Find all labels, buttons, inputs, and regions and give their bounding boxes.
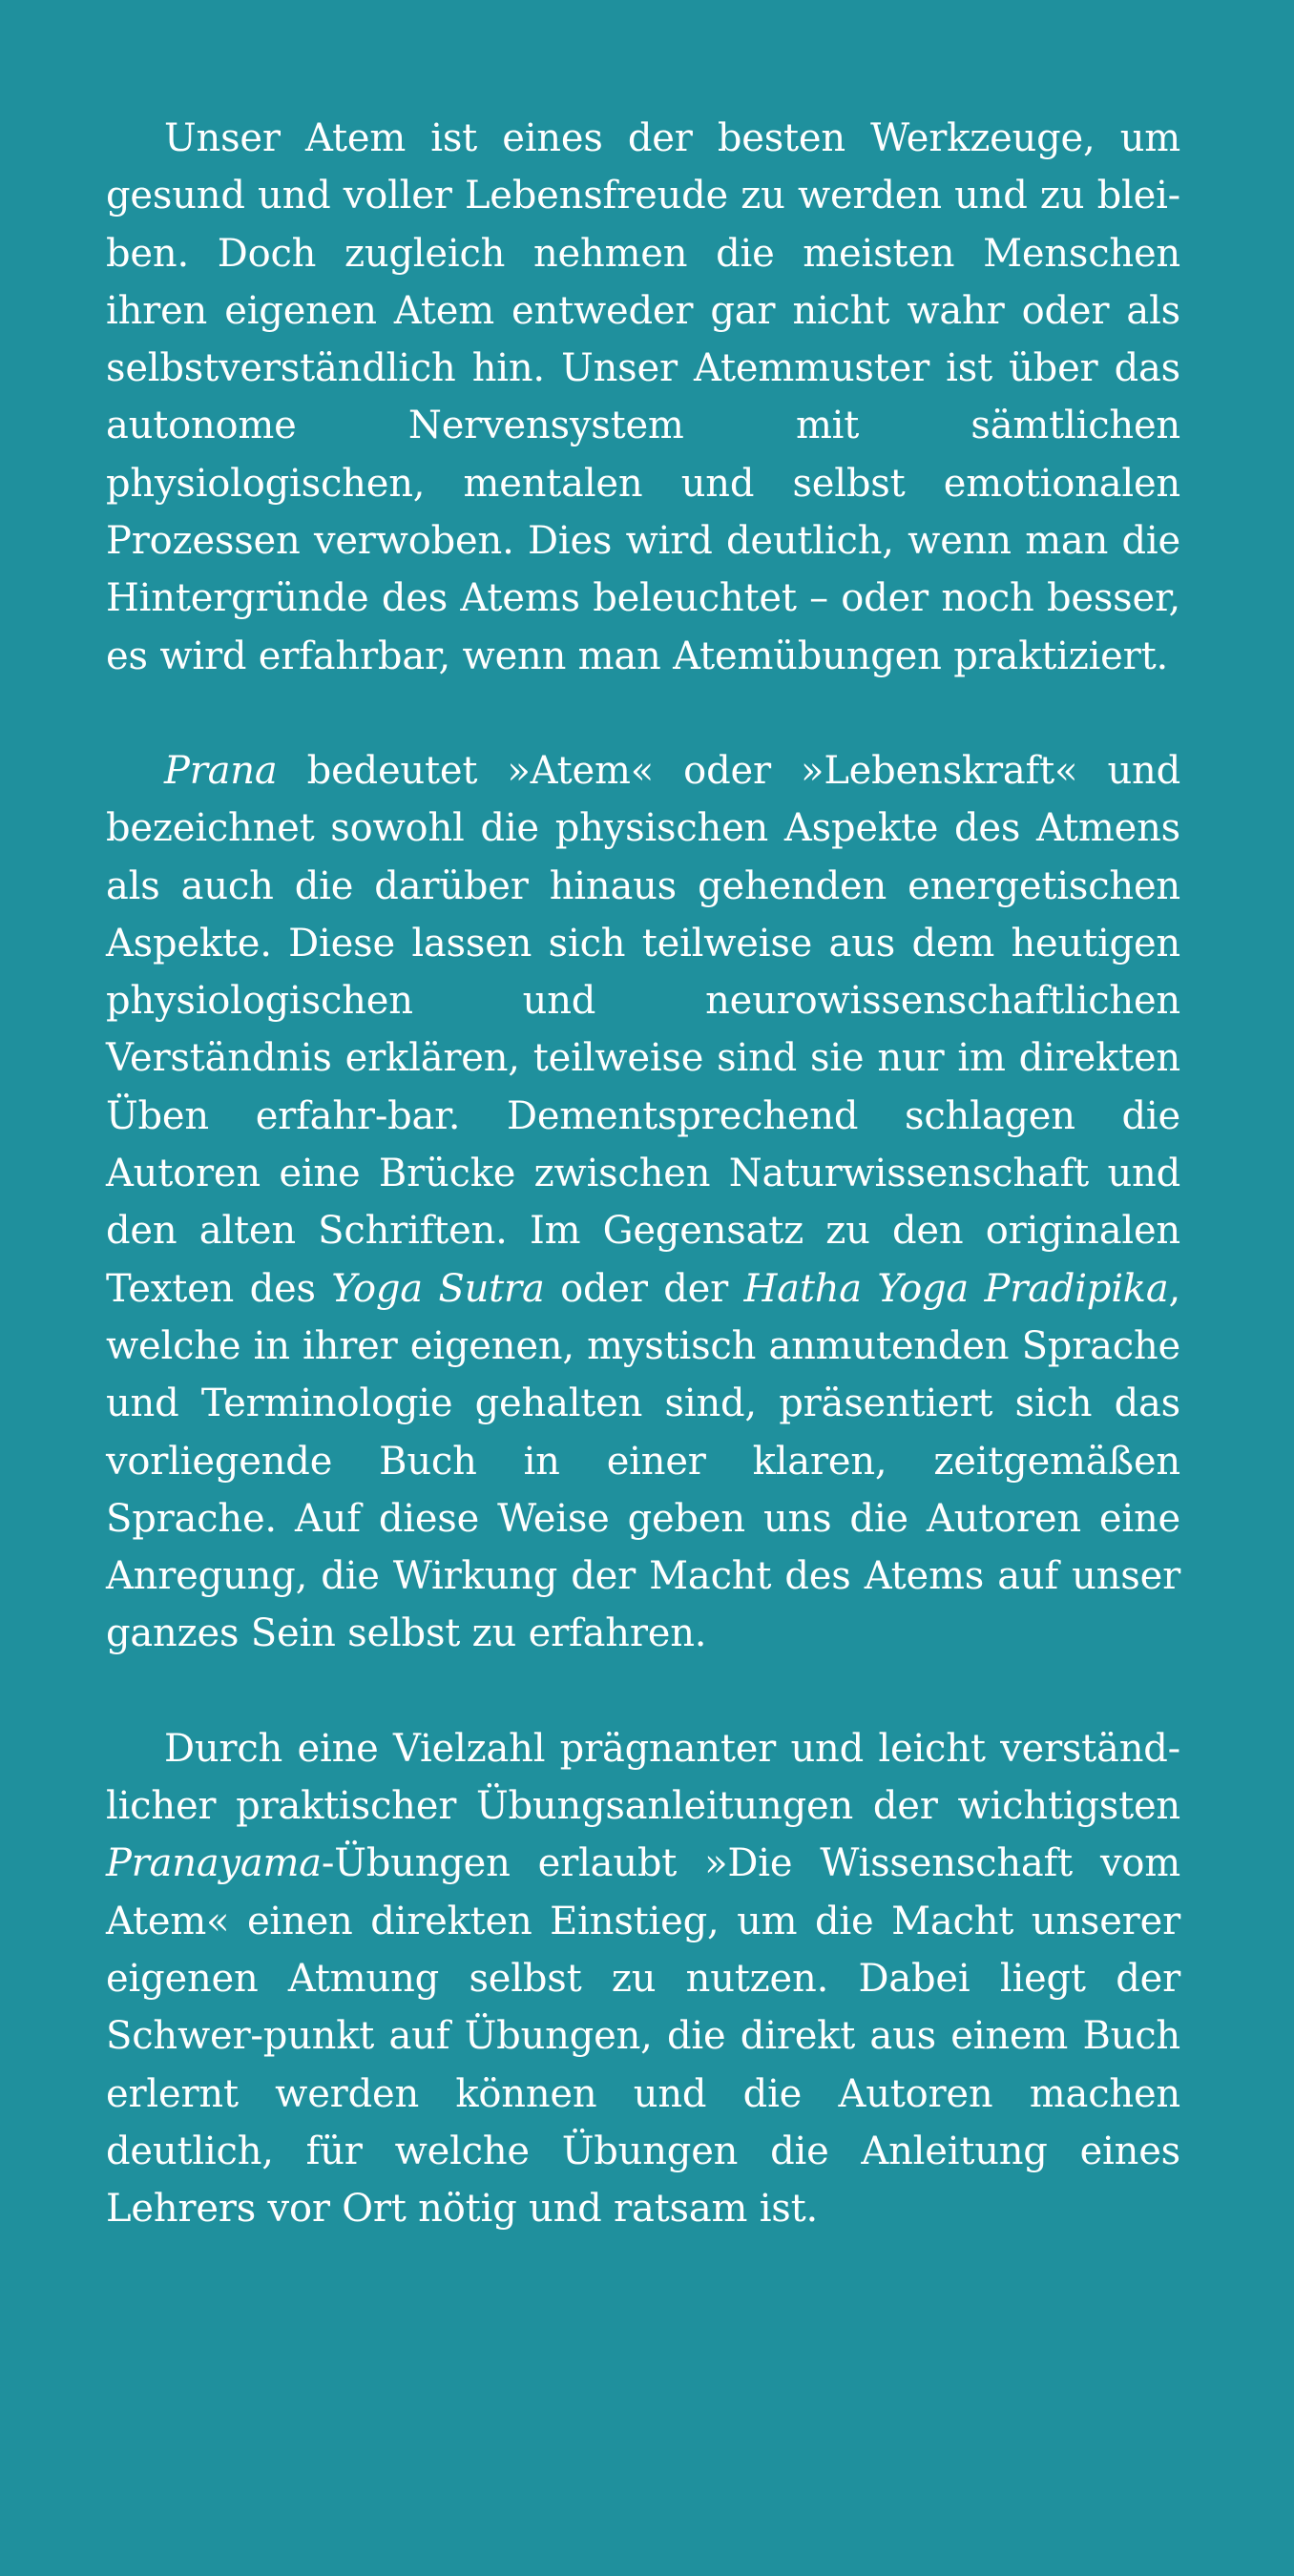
title-yoga-sutra: Yoga Sutra — [331, 1266, 545, 1311]
text-segment: Durch eine Vielzahl prägnanter und leicht verständ-licher praktischer Übungsanleitungen der wichtigsten — [106, 1726, 1180, 1829]
text-segment: , welche in ihrer eigenen, mystisch anmutenden Sprache und Terminologie gehalten sind, präsentiert sich das vorliegende Buch in einer klaren, zeitgemäßen Sprache. Auf diese Weise geben uns die Autoren eine Anregung, die Wirkung der Macht des Atems auf unser ganzes Sein selbst zu erfahren. — [106, 1266, 1180, 1656]
paragraph-1 — [106, 110, 1180, 685]
blurb-text — [106, 110, 1180, 2237]
title-hatha-yoga-pradipika: Hatha Yoga Pradipika — [743, 1266, 1169, 1311]
paragraph-2 — [106, 742, 1180, 1663]
text-segment: bedeutet »Atem« oder »Lebenskraft« und bezeichnet sowohl die physischen Aspekte des Atmens als auch die darüber hinaus gehenden energetischen Aspekte. Diese lassen sich teilweise aus dem heutigen physiologischen und neurowissenschaftlichen Verständnis erklären, teilweise sind sie nur im direkten Üben erfahr-bar. Dementsprechend schlagen die Autoren eine Brücke zwischen Naturwissenschaft und den alten Schriften. Im Gegensatz zu den originalen Texten des — [106, 748, 1180, 1311]
term-pranayama: Pranayama — [106, 1841, 322, 1886]
text-segment: -Übungen erlaubt »Die Wissenschaft vom Atem« einen direkten Einstieg, um die Macht unserer eigenen Atmung selbst zu nutzen. Dabei liegt der Schwer-punkt auf Übungen, die direkt aus einem Buch erlernt werden können und die Autoren machen deutlich, für welche Übungen die Anleitung eines Lehrers vor Ort nötig und ratsam ist. — [106, 1841, 1180, 2232]
paragraph-3 — [106, 1720, 1180, 2238]
text-segment: oder der — [544, 1266, 744, 1311]
term-prana: Prana — [164, 748, 278, 793]
text-segment: Unser Atem ist eines der besten Werkzeuge, um gesund und voller Lebensfreude zu werden und zu blei-ben. Doch zugleich nehmen die meisten Menschen ihren eigenen Atem entweder gar nicht wahr oder als selbstverständlich hin. Unser Atemmuster ist über das autonome Nervensystem mit sämtlichen physiologischen, mentalen und selbst emotionalen Prozessen verwoben. Dies wird deutlich, wenn man die Hintergründe des Atems beleuchtet – oder noch besser, es wird erfahrbar, wenn man Atemübungen praktiziert. — [106, 116, 1180, 678]
